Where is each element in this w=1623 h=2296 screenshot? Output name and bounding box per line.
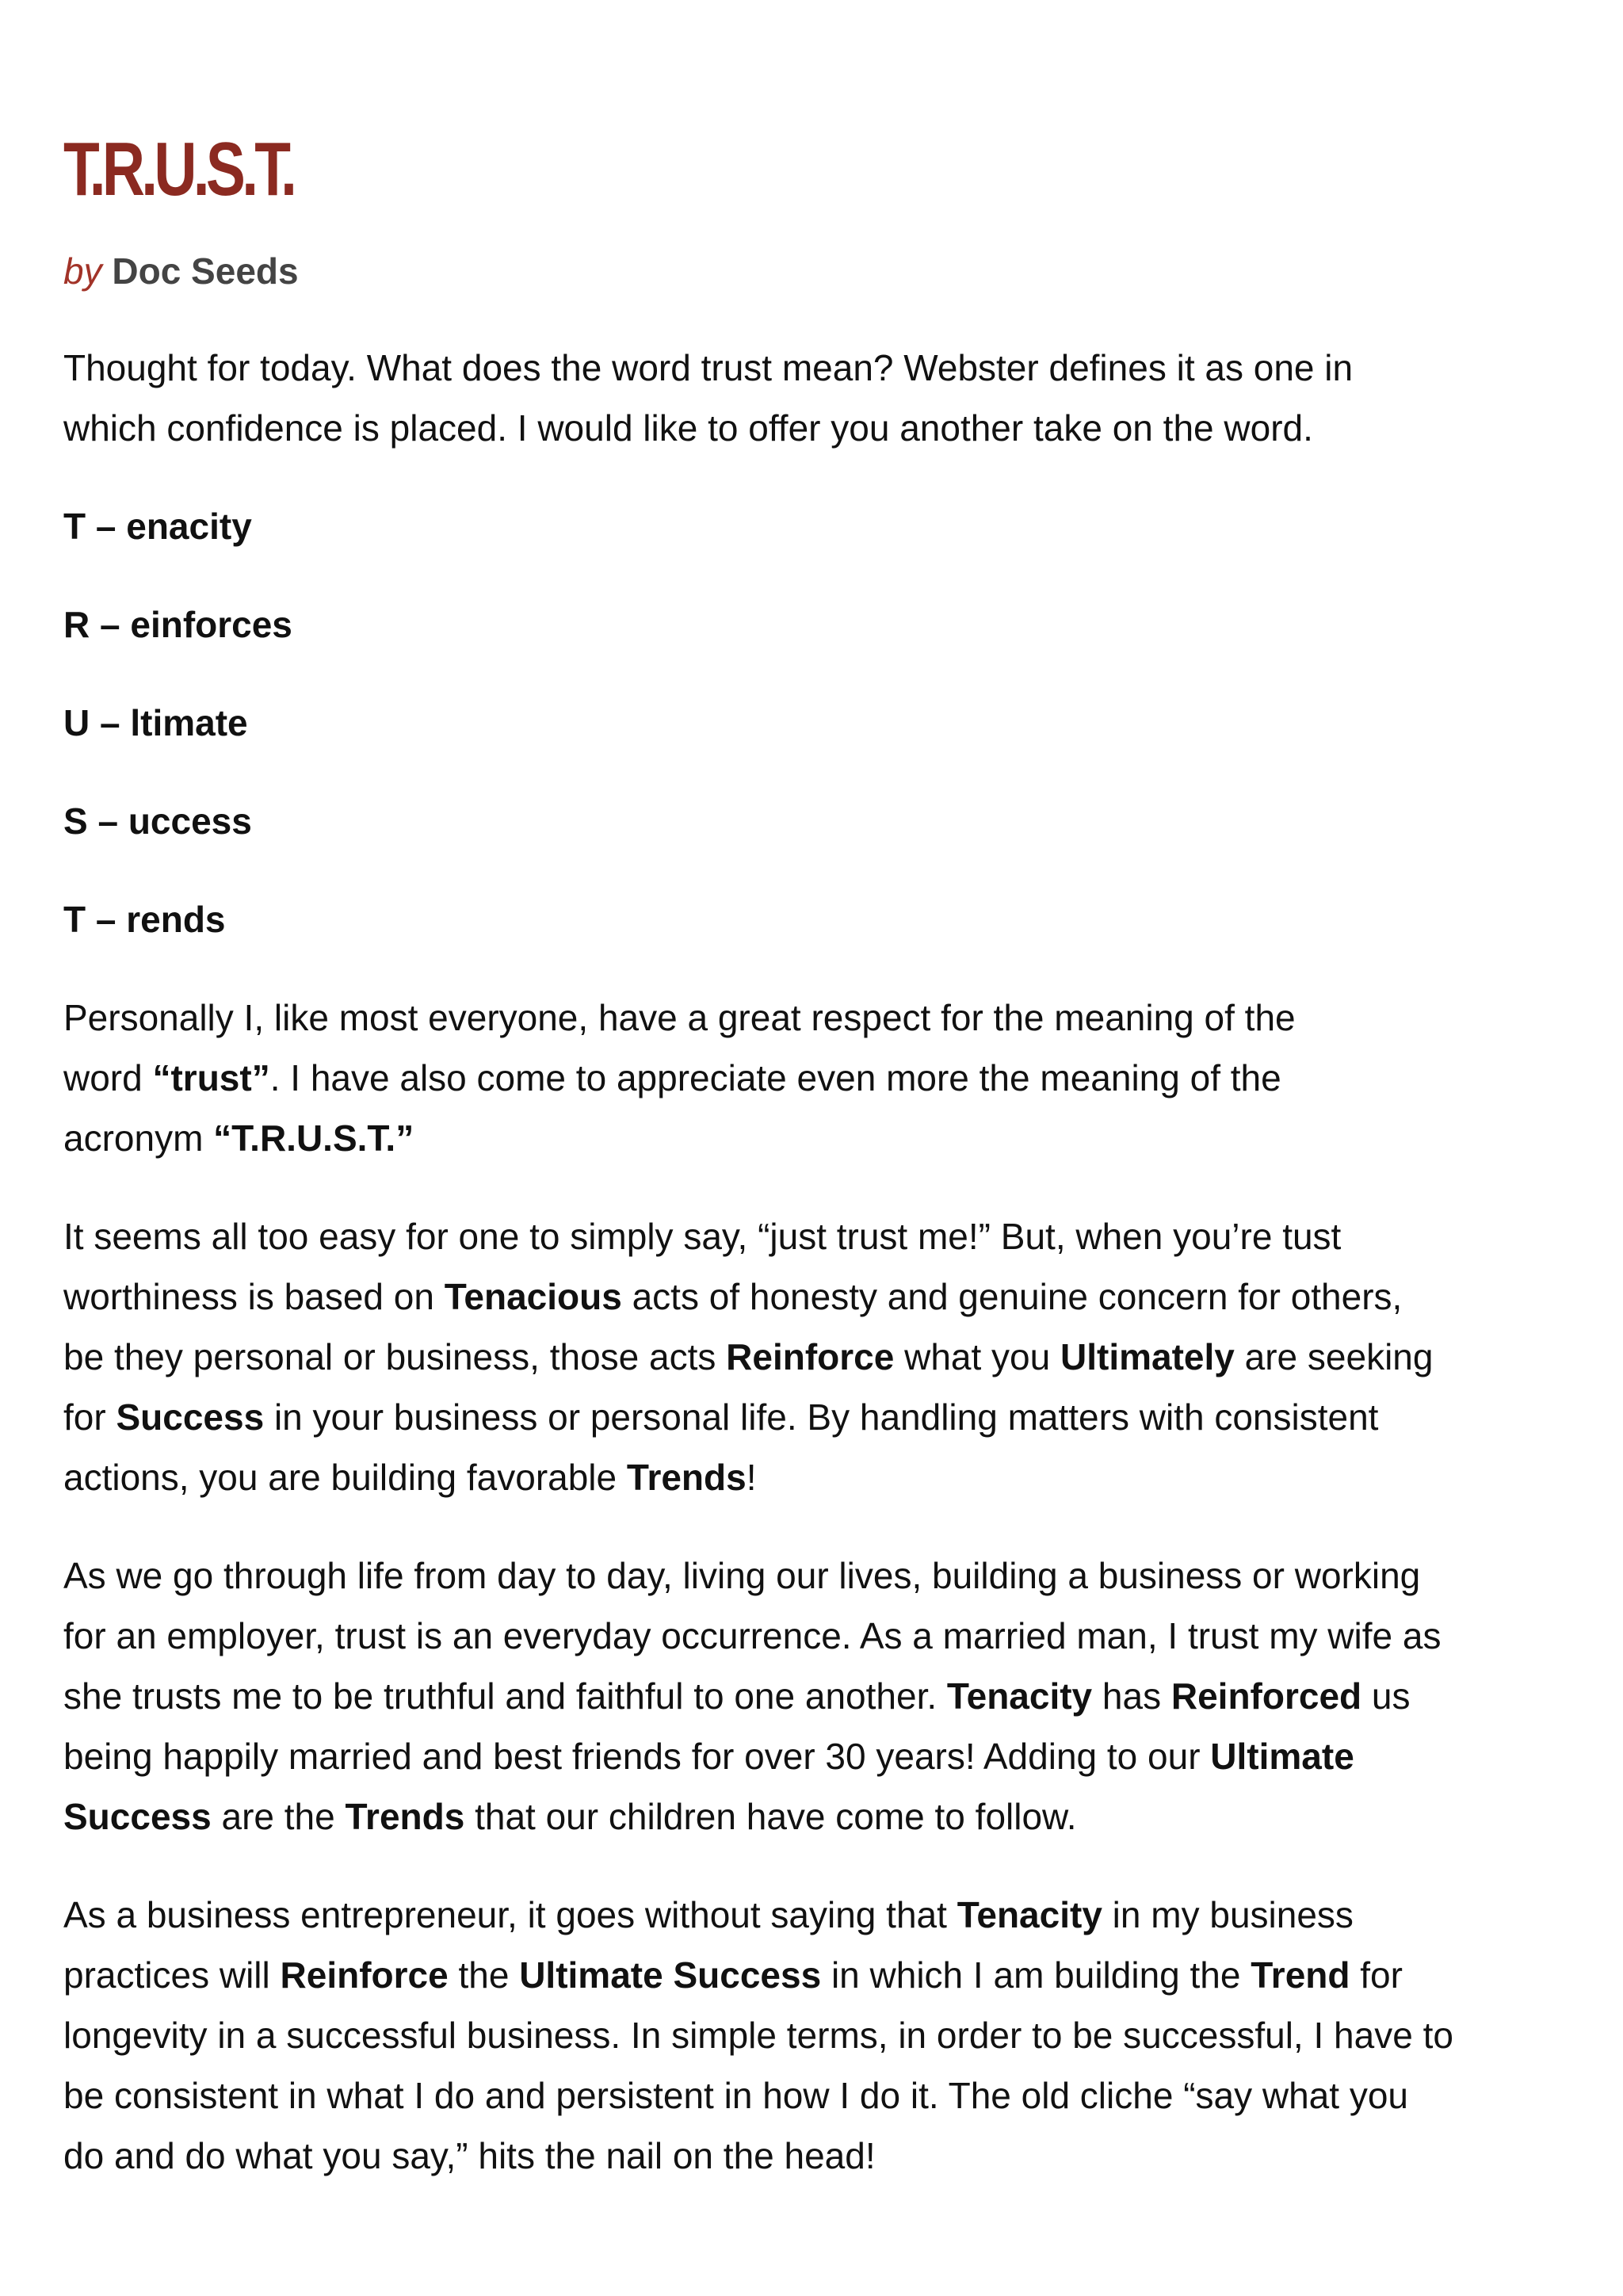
- text-line: As we go through life from day to day, living our lives, building a business or working: [63, 1555, 1421, 1596]
- emphasis: Tenacity: [957, 1894, 1102, 1935]
- emphasis: Success: [63, 1796, 212, 1837]
- text-span: are seeking: [1234, 1336, 1434, 1377]
- emphasis: Ultimately: [1060, 1336, 1235, 1377]
- paragraph-marriage: [63, 1545, 1560, 1847]
- text-span: has: [1092, 1675, 1171, 1717]
- emphasis: Reinforced: [1170, 1675, 1362, 1717]
- text-span: what you: [894, 1336, 1061, 1377]
- text-line: It seems all too easy for one to simply say, “just trust me!” But, when you’re tust: [63, 1216, 1342, 1257]
- emphasis: Reinforce: [726, 1336, 895, 1377]
- text-span: acronym: [63, 1117, 214, 1159]
- intro-paragraph: [63, 338, 1560, 458]
- text-span: acts of honesty and genuine concern for others,: [621, 1276, 1403, 1317]
- author-name: Doc Seeds: [112, 250, 299, 292]
- text-span: us: [1361, 1675, 1411, 1717]
- emphasis: Ultimate Success: [519, 1954, 822, 1996]
- page-title: T.R.U.S.T.: [63, 127, 294, 212]
- paragraph-trust-me: [63, 1206, 1560, 1507]
- text-line: do and do what you say,” hits the nail on the head!: [63, 2135, 876, 2176]
- emphasis: Trend: [1251, 1954, 1350, 1996]
- acronym-item-s: S – uccess: [63, 800, 252, 842]
- text-span: being happily married and best friends for over 30 years! Adding to our: [63, 1736, 1211, 1777]
- text-span: that our children have come to follow.: [464, 1796, 1077, 1837]
- text-span: are the: [211, 1796, 346, 1837]
- intro-line: Thought for today. What does the word trust mean? Webster defines it as one in: [63, 347, 1354, 388]
- emphasis: Tenacity: [946, 1675, 1093, 1717]
- text-span: she trusts me to be truthful and faithful to one another.: [63, 1675, 947, 1717]
- acronym-item-t1: T – enacity: [63, 506, 252, 547]
- paragraph-business: [63, 1885, 1560, 2186]
- text-span: in your business or personal life. By handling matters with consistent: [264, 1396, 1379, 1438]
- text-span: in my business: [1102, 1894, 1354, 1935]
- text-span: for: [1350, 1954, 1403, 1996]
- emphasis: “trust”: [152, 1057, 270, 1098]
- text-span: practices will: [63, 1954, 281, 1996]
- emphasis: Reinforce: [280, 1954, 449, 1996]
- text-line: longevity in a successful business. In simple terms, in order to be successful, I have to: [63, 2015, 1453, 2056]
- text-span: for: [63, 1396, 116, 1438]
- text-span: As a business entrepreneur, it goes without saying that: [63, 1894, 957, 1935]
- text-line: Personally I, like most everyone, have a great respect for the meaning of the: [63, 997, 1296, 1038]
- emphasis: Ultimate: [1210, 1736, 1354, 1777]
- text-span: !: [746, 1457, 757, 1498]
- text-line: be consistent in what I do and persistent in how I do it. The old cliche “say what you: [63, 2075, 1408, 2116]
- acronym-item-r: R – einforces: [63, 604, 292, 645]
- acronym-item-u: U – ltimate: [63, 702, 248, 743]
- byline: [63, 249, 1560, 293]
- intro-line: which confidence is placed. I would like to offer you another take on the word.: [63, 407, 1313, 449]
- emphasis: Trends: [345, 1796, 465, 1837]
- text-span: word: [63, 1057, 153, 1098]
- acronym-item-t2: T – rends: [63, 899, 226, 940]
- text-span: worthiness is based on: [63, 1276, 445, 1317]
- text-line: for an employer, trust is an everyday occurrence. As a married man, I trust my wife as: [63, 1615, 1442, 1656]
- text-span: the: [448, 1954, 520, 1996]
- emphasis: Success: [116, 1396, 265, 1438]
- paragraph-respect: [63, 988, 1560, 1168]
- text-span: actions, you are building favorable: [63, 1457, 627, 1498]
- text-span: in which I am building the: [821, 1954, 1251, 1996]
- emphasis: Trends: [626, 1457, 747, 1498]
- emphasis: Tenacious: [444, 1276, 622, 1317]
- text-span: be they personal or business, those acts: [63, 1336, 727, 1377]
- byline-prefix: by: [63, 250, 102, 292]
- text-span: . I have also come to appreciate even more the meaning of the: [269, 1057, 1281, 1098]
- emphasis: “T.R.U.S.T.”: [213, 1117, 414, 1159]
